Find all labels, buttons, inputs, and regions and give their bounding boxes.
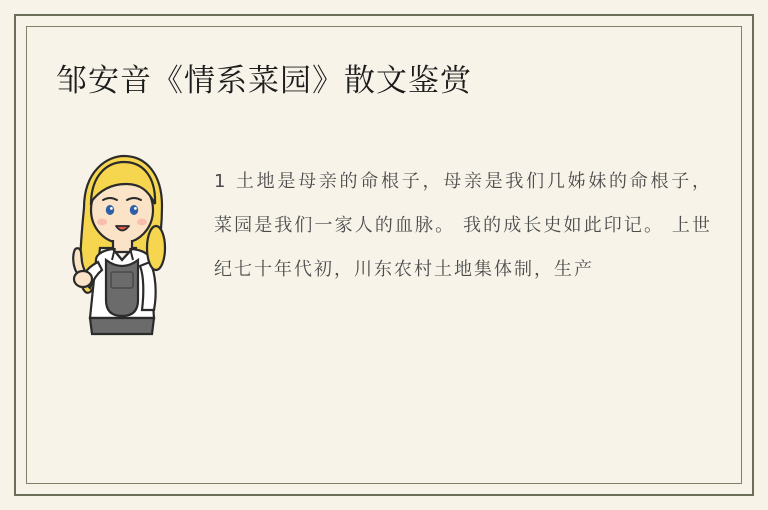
content-area bbox=[56, 140, 712, 450]
article-body bbox=[214, 160, 712, 292]
girl-pointing-up-illustration bbox=[56, 148, 186, 383]
paragraph-text: 土地是母亲的命根子，母亲是我们几姊妹的命根子，菜园是我们一家人的血脉。 我的成长史如此印记。 上世纪七十年代初，川东农村土地集体制，生产 bbox=[214, 171, 712, 280]
page-title: 邹安音《情系菜园》散文鉴赏 bbox=[56, 63, 472, 99]
paragraph-number: 1 bbox=[214, 171, 228, 192]
